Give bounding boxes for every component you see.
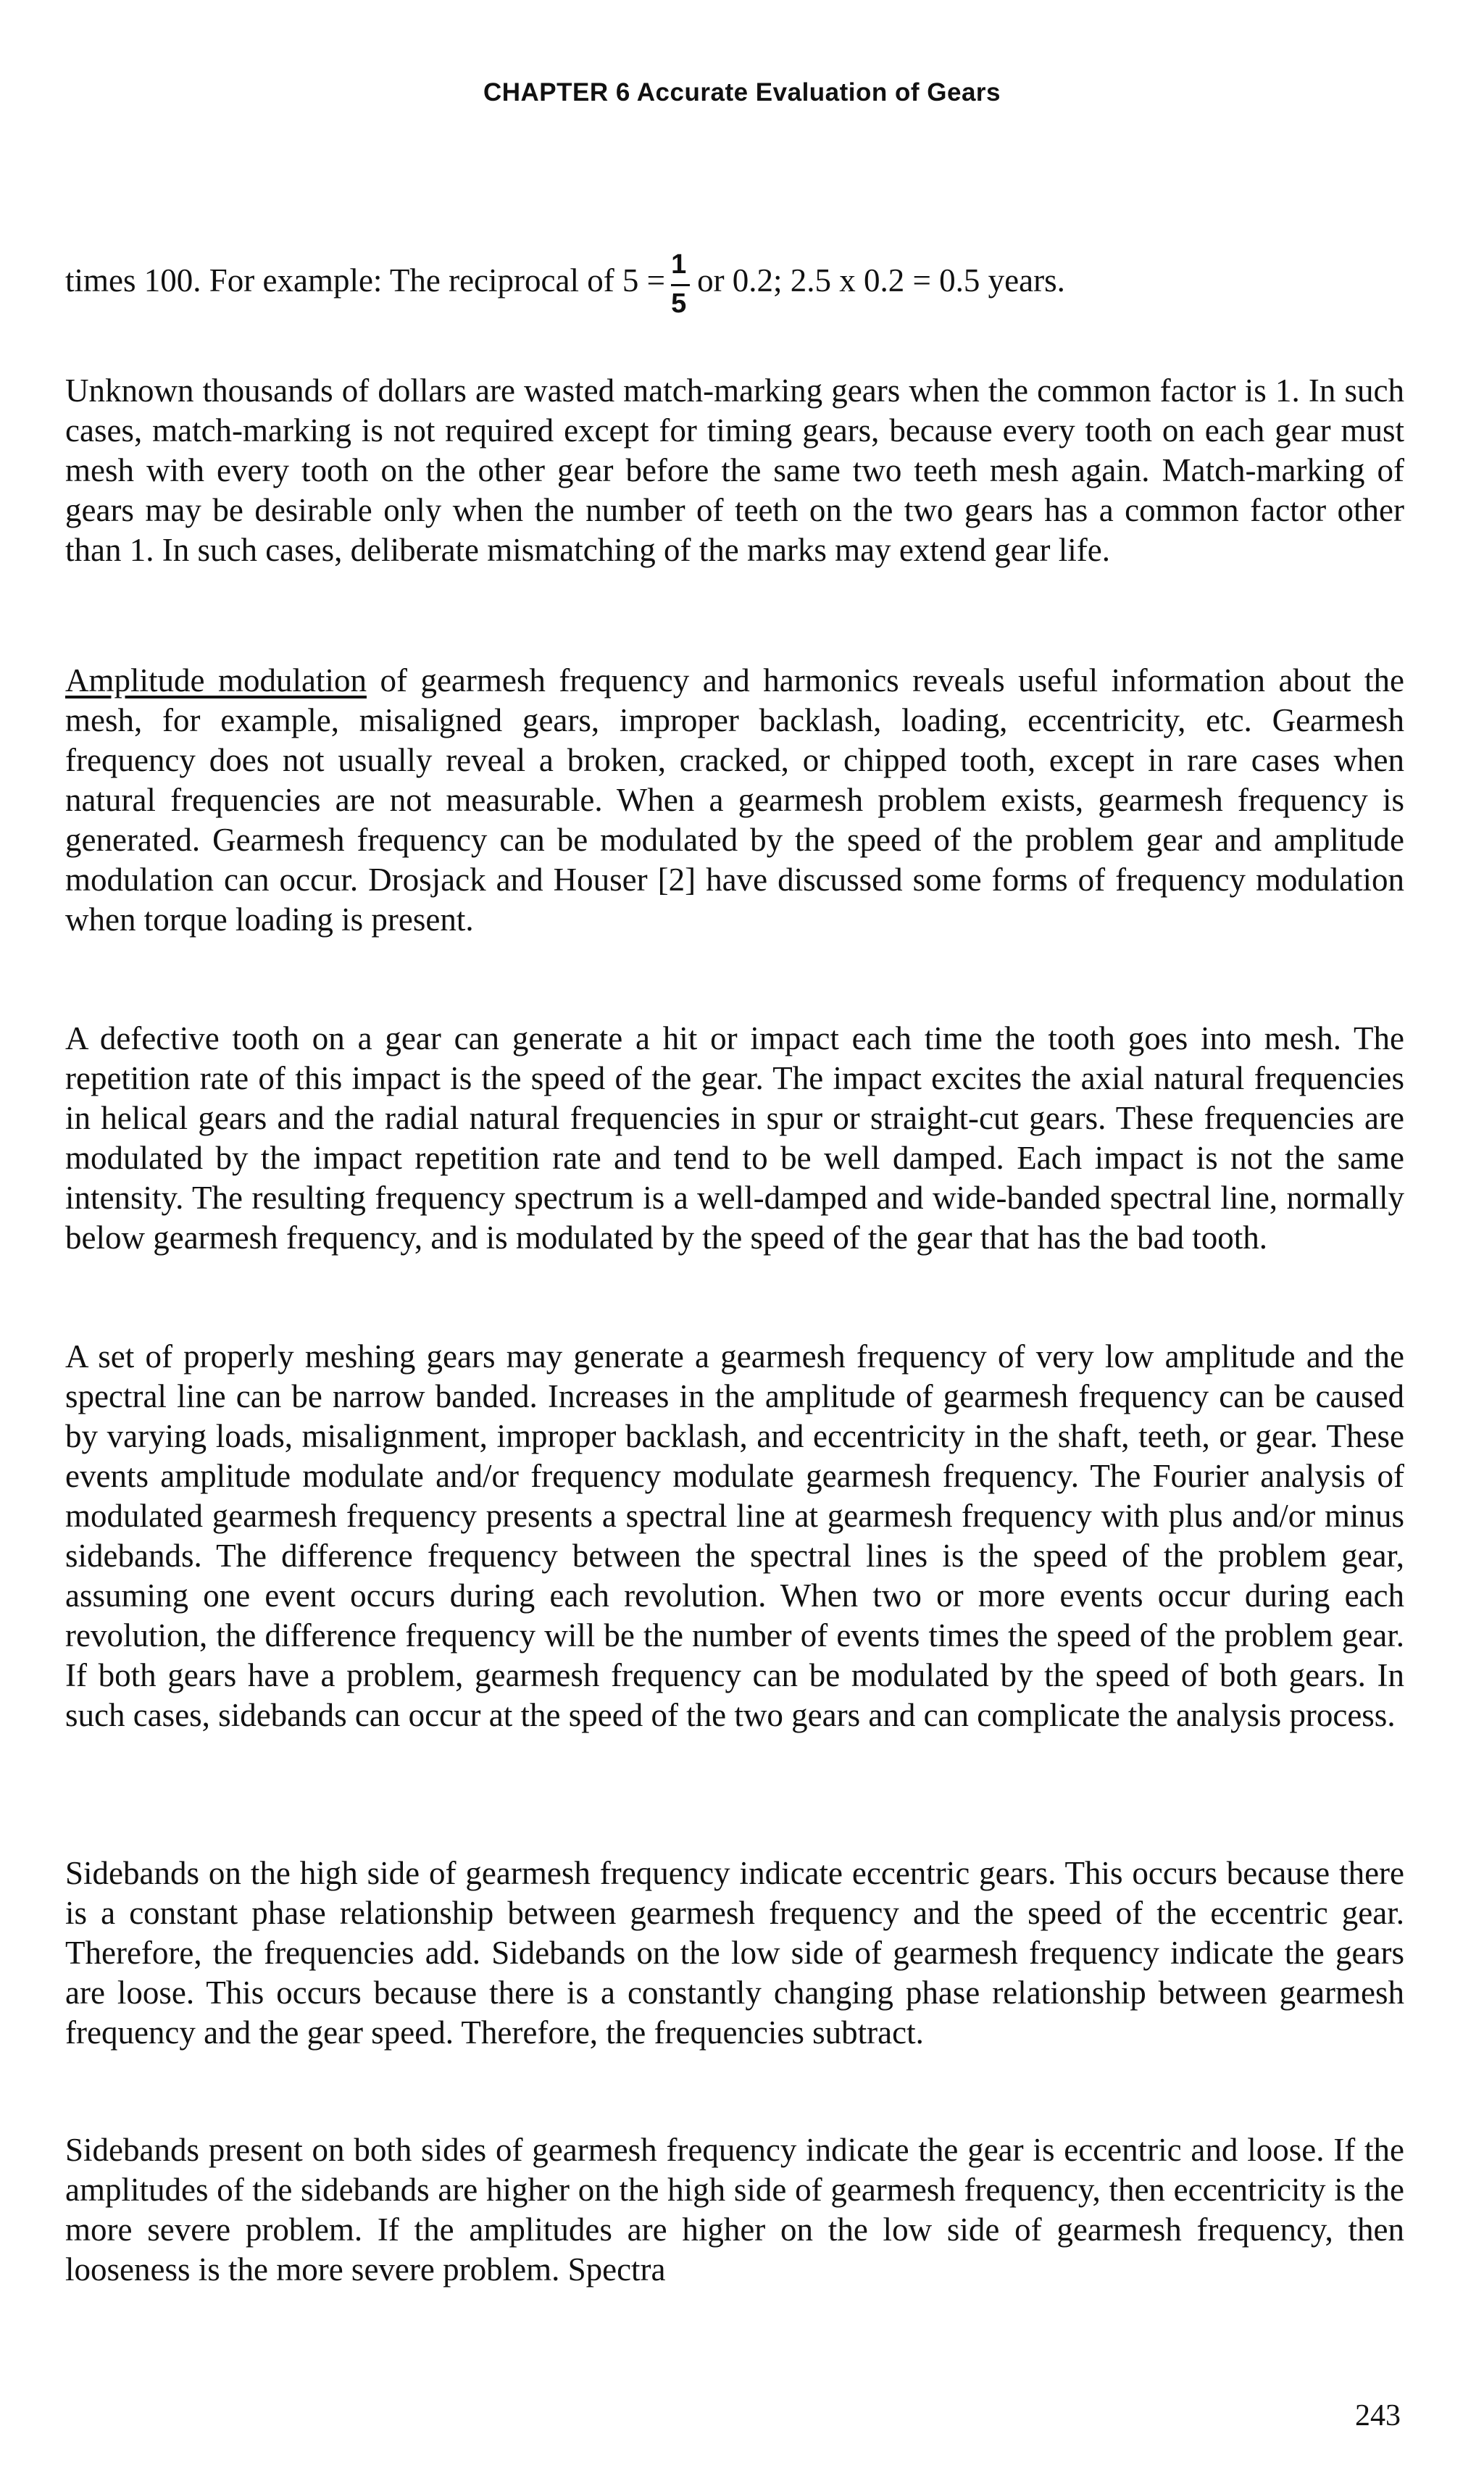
paragraph-sidebands-both: Sidebands present on both sides of gearmesh frequency indicate the gear is eccentric and loose. If the amplitudes of the sidebands are higher on the high side of gearmesh frequency, then eccentricity is the more severe problem. If the amplitudes are higher on the low side of gearmesh frequency, then looseness is the more severe problem. Spectra — [65, 2132, 1404, 2288]
fraction-numerator: 1 — [671, 249, 687, 280]
paragraph-sidebands-sides: Sidebands on the high side of gearmesh frequency indicate eccentric gears. This occurs because there is a constant phase relationship between gearmesh frequency and the speed of the eccentric gear. Therefore, the frequencies add. Sidebands on the low side of gearmesh frequency indicate the gears are loose. This occurs because there is a constantly changing phase relationship between gearmesh frequency and the gear speed. Therefore, the frequencies subtract. — [65, 1855, 1404, 2051]
fraction-one-fifth — [671, 249, 690, 319]
amplitude-modulation-text: of gearmesh frequency and harmonics reveals useful information about the mesh, for example, misaligned gears, improper backlash, loading, eccentricity, etc. Gearmesh frequency does not usually reveal a broken, cracked, or chipped tooth, except in rare cases when natural frequencies are not measurable. When a gearmesh problem exists, gearmesh frequency is generated. Gearmesh frequency can be modulated by the speed of the problem gear and amplitude modulation can occur. Drosjack and Houser [2] have discussed some forms of frequency modulation when torque loading is present. — [65, 662, 1404, 938]
fraction-bar — [671, 284, 690, 286]
running-head: CHAPTER 6 Accurate Evaluation of Gears — [483, 78, 1001, 107]
page-number: 243 — [1355, 2399, 1401, 2432]
fraction-denominator: 5 — [671, 288, 687, 319]
reciprocal-text-after: or 0.2; 2.5 x 0.2 = 0.5 years. — [697, 262, 1065, 299]
paragraph-defective-tooth: A defective tooth on a gear can generate a hit or impact each time the tooth goes into mesh. The repetition rate of this impact is the speed of the gear. The impact excites the axial natural frequencies in helical gears and the radial natural frequencies in spur or straight-cut gears. These frequencies are modulated by the impact repetition rate and tend to be well damped. Each impact is not the same intensity. The resulting frequency spectrum is a well-damped and wide-banded spectral line, normally below gearmesh frequency, and is modulated by the speed of the gear that has the bad tooth. — [65, 1020, 1404, 1256]
paragraph-amplitude-modulation — [65, 661, 1404, 940]
reciprocal-text-before: times 100. For example: The reciprocal of 5 = — [65, 262, 666, 299]
underlined-term: Amplitude modulation — [65, 662, 367, 699]
paragraph-meshing-gears: A set of properly meshing gears may generate a gearmesh frequency of very low amplitude and the spectral line can be narrow banded. Increases in the amplitude of gearmesh frequency can be caused by varying loads, misalignment, improper backlash, and eccentricity in the shaft, teeth, or gear. These events amplitude modulate and/or frequency modulate gearmesh frequency. The Fourier analysis of modulated gearmesh frequency presents a spectral line at gearmesh frequency with plus and/or minus sidebands. The difference frequency between the spectral lines is the speed of the problem gear, assuming one event occurs during each revolution. When two or more events occur during each revolution, the difference frequency will be the number of events times the speed of the problem gear. If both gears have a problem, gearmesh frequency can be modulated by the speed of both gears. In such cases, sidebands can occur at the speed of the two gears and can complicate the analysis process. — [65, 1338, 1404, 1733]
paragraph-reciprocal-example — [65, 249, 1404, 319]
paragraph-match-marking: Unknown thousands of dollars are wasted match-marking gears when the common factor is 1. In such cases, match-marking is not required except for timing gears, because every tooth on each gear must mesh with every tooth on the other gear before the same two teeth mesh again. Match-marking of gears may be desirable only when the number of teeth on the two gears has a common factor other than 1. In such cases, deliberate mismatching of the marks may extend gear life. — [65, 372, 1404, 568]
